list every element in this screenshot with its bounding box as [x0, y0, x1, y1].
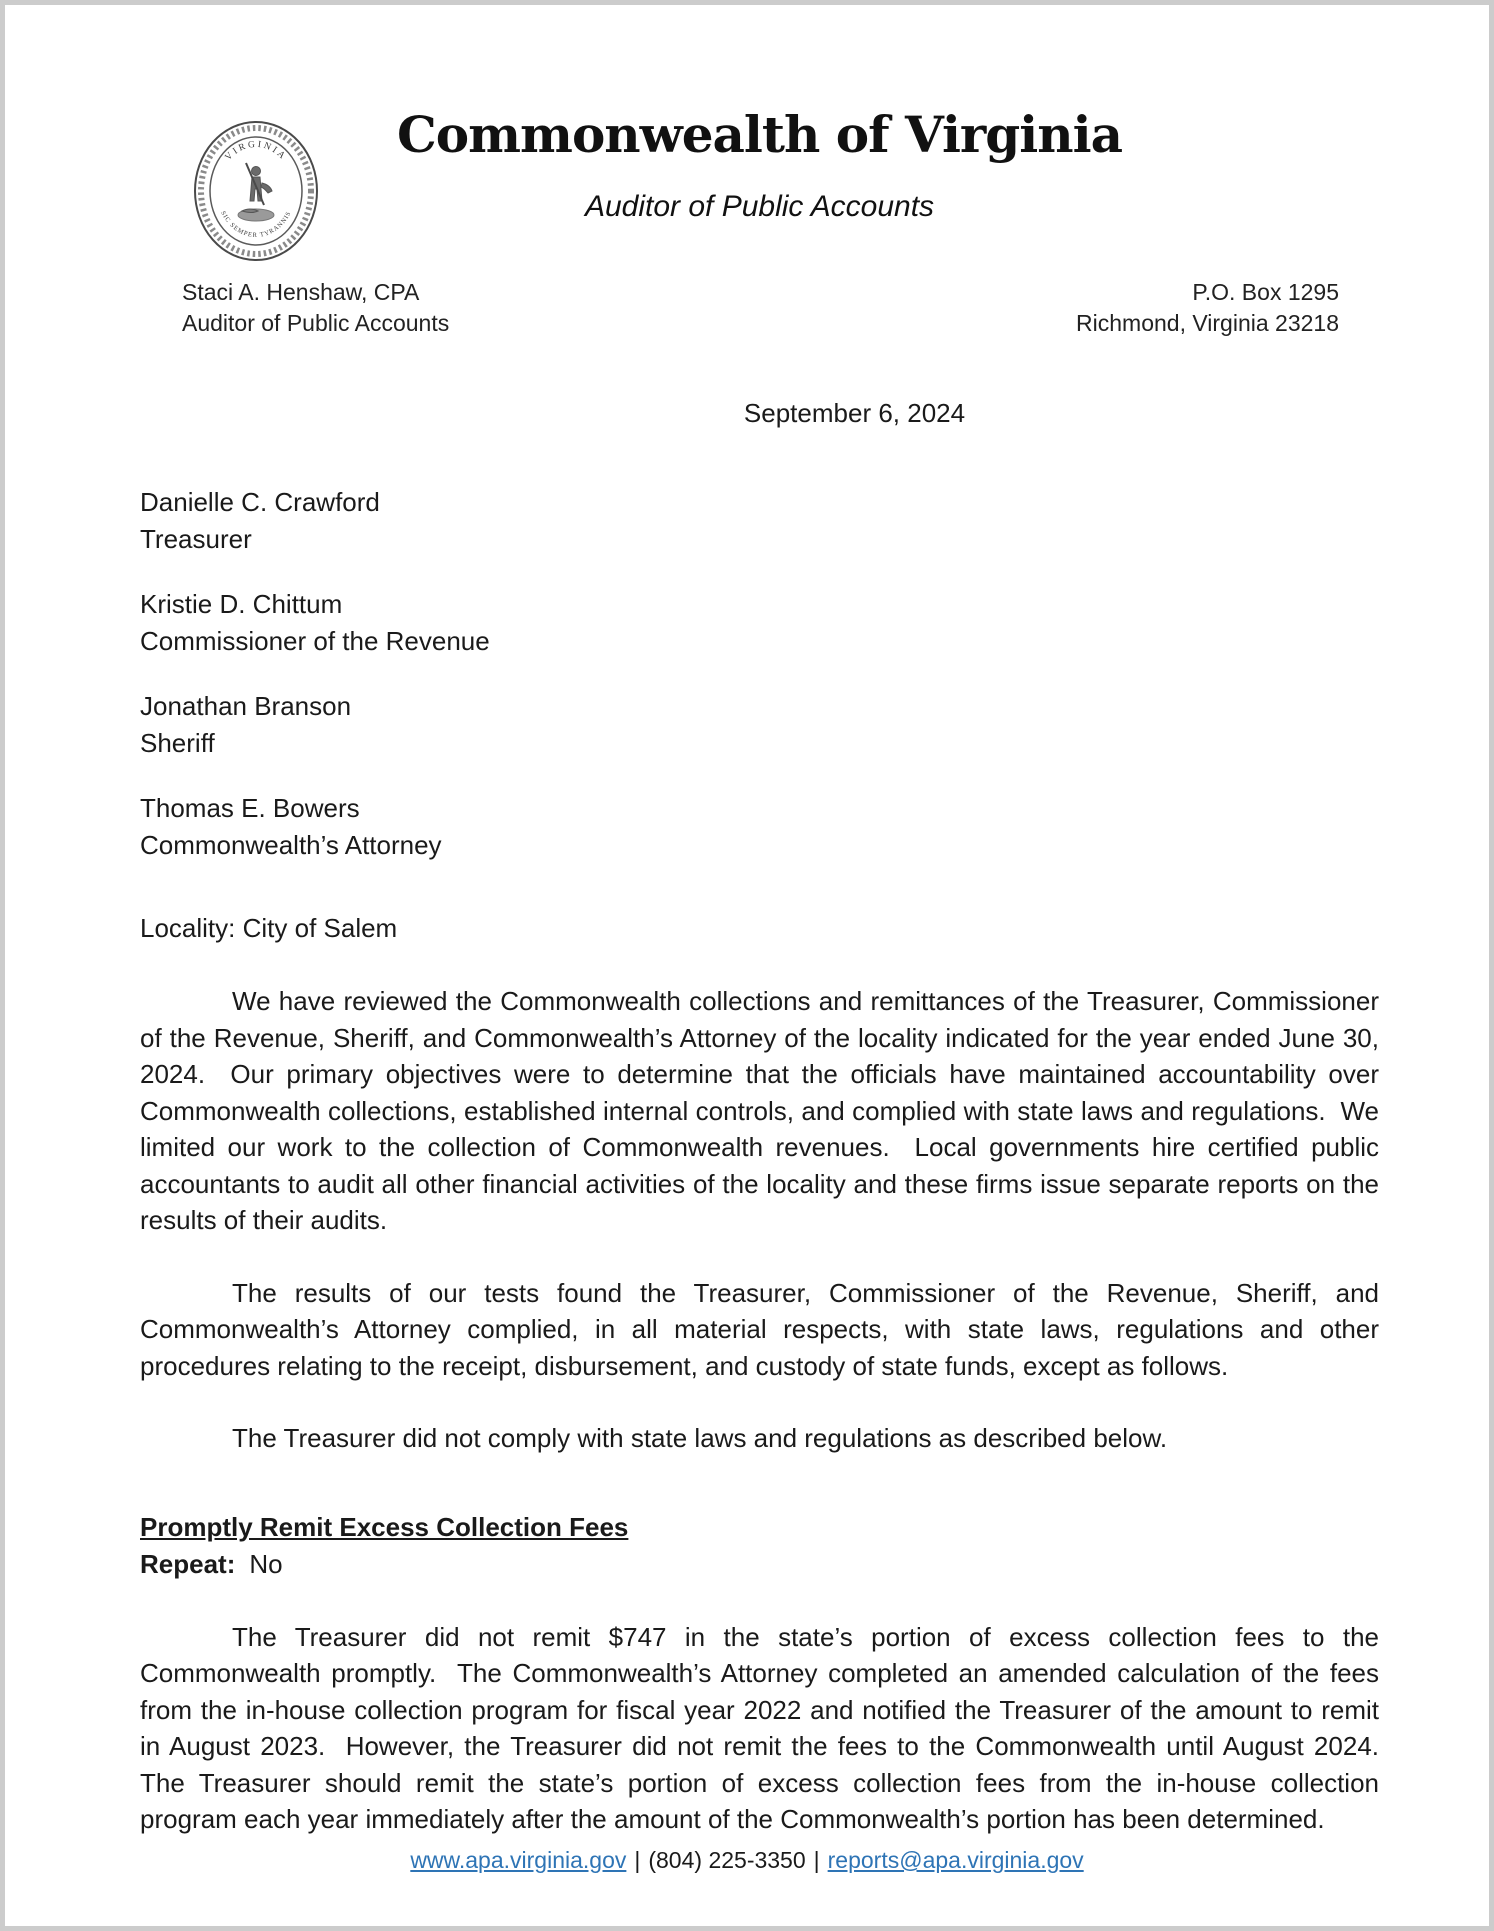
recipient-title: Commissioner of the Revenue — [140, 626, 490, 656]
recipient-block — [140, 688, 1379, 762]
repeat-value: No — [249, 1548, 283, 1579]
email-link[interactable]: reports@apa.virginia.gov — [827, 1847, 1084, 1873]
noncompliance-paragraph: The Treasurer did not comply with state laws and regulations as described below. — [232, 1423, 1168, 1453]
recipient-name: Kristie D. Chittum — [140, 589, 343, 619]
footer-separator: | — [813, 1847, 820, 1873]
recipient-block — [140, 790, 1379, 864]
recipient-title: Commonwealth’s Attorney — [140, 830, 442, 860]
results-paragraph: The results of our tests found the Treasurer, Commissioner of the Revenue, Sheriff, and Commonwealth’s Attorney complied, in all material respects, with state laws, regulations and other procedures relating to the receipt, disbursement, and custody of state funds, except as follows. — [140, 1277, 1387, 1381]
seal-text-top: VIRGINIA — [223, 139, 289, 163]
finding-paragraph: The Treasurer did not remit $747 in the state’s portion of excess collection fees to the Commonwealth promptly. The Commonwealth’s Attorney completed an amended calculation of the fees from the in-house collection program for fiscal year 2022 and notified the Treasurer of the amount to remit in August 2023. However, the Treasurer did not remit the fees to the Commonwealth until August 2024. The Treasurer should remit the state’s portion of excess collection fees from the in-house collection program each year immediately after the amount of the Commonwealth’s portion has been determined. — [140, 1621, 1394, 1834]
org-title: Commonwealth of Virginia — [397, 105, 1122, 164]
locality-line: Locality: City of Salem — [140, 913, 398, 943]
official-title: Auditor of Public Accounts — [182, 310, 450, 336]
recipient-title: Sheriff — [140, 728, 215, 758]
website-link[interactable]: www.apa.virginia.gov — [410, 1847, 627, 1873]
address-po-box: P.O. Box 1295 — [1192, 279, 1339, 305]
recipient-block — [140, 586, 1379, 660]
finding-heading: Promptly Remit Excess Collection Fees — [140, 1511, 629, 1542]
letter-date: September 6, 2024 — [743, 398, 966, 428]
recipient-block — [140, 484, 1379, 558]
intro-paragraph: We have reviewed the Commonwealth collections and remittances of the Treasurer, Commissioner of the Revenue, Sheriff, and Commonwealth’s Attorney of the locality indicated for the year ended June 30, 2024. Our primary objectives were to determine that the officials have maintained accountability over Commonwealth collections, established internal controls, and complied with state laws and regulations. We limited our work to the collection of Commonwealth revenues. Local governments hire certified public accountants to audit all other financial activities of the locality and these firms issue separate reports on the results of their audits. — [140, 986, 1387, 1235]
seal-text-bottom: SIC SEMPER TYRANNIS — [219, 209, 293, 240]
footer-separator: | — [634, 1847, 641, 1873]
recipient-name: Danielle C. Crawford — [140, 487, 380, 517]
recipient-list — [140, 484, 1379, 864]
repeat-line — [140, 1546, 1379, 1583]
page-footer — [5, 1847, 1489, 1874]
official-block — [182, 277, 449, 339]
phone-number: (804) 225-3350 — [648, 1847, 806, 1873]
virginia-seal-icon — [192, 119, 320, 263]
letterhead — [140, 105, 1379, 355]
repeat-label: Repeat: — [140, 1548, 236, 1579]
address-block — [1076, 277, 1339, 339]
recipient-name: Thomas E. Bowers — [140, 793, 360, 823]
recipient-title: Treasurer — [140, 524, 252, 554]
address-city-state: Richmond, Virginia 23218 — [1076, 310, 1339, 336]
official-name: Staci A. Henshaw, CPA — [182, 279, 420, 305]
recipient-name: Jonathan Branson — [140, 691, 352, 721]
org-subtitle: Auditor of Public Accounts — [584, 190, 935, 223]
